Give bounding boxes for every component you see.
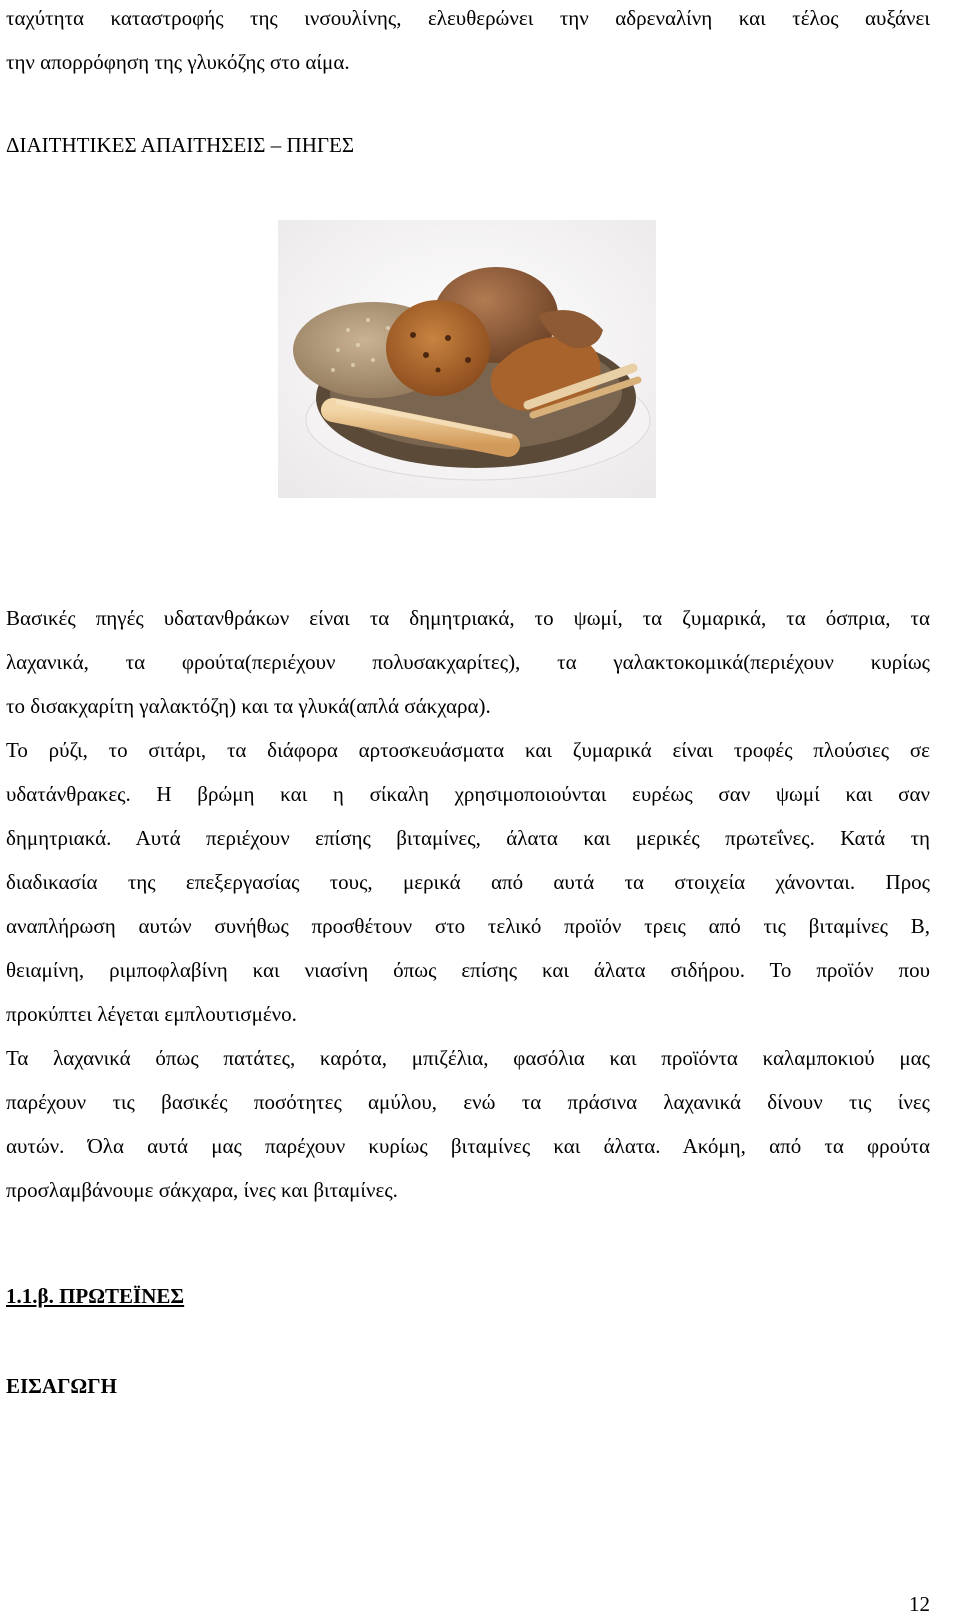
bread-basket-image [278,220,656,498]
paragraph2-line-6: θειαμίνη, ριμποφλαβίνη και νιασίνη όπως επίσης και άλατα σιδήρου. Το προϊόν που [6,958,930,982]
page-number: 12 [909,1592,930,1616]
paragraph1-line-1: Βασικές πηγές υδατανθράκων είναι τα δημητριακά, το ψωμί, τα ζυμαρικά, τα όσπρια, τα [6,606,930,630]
paragraph1-line-3: το δισακχαρίτη γαλακτόζη) και τα γλυκά(απλά σάκχαρα). [6,694,491,718]
intro-heading: ΕΙΣΑΓΩΓΗ [6,1374,117,1398]
section-heading: ΔΙΑΙΤΗΤΙΚΕΣ ΑΠΑΙΤΗΣΕΙΣ – ΠΗΓΕΣ [6,133,355,157]
paragraph1-line-2: λαχανικά, τα φρούτα(περιέχουν πολυσακχαρίτες), τα γαλακτοκομικά(περιέχουν κυρίως [6,650,930,674]
paragraph3-line-3: αυτών. Όλα αυτά μας παρέχουν κυρίως βιταμίνες και άλατα. Ακόμη, από τα φρούτα [6,1134,930,1158]
paragraph3-line-4: προσλαμβάνουμε σάκχαρα, ίνες και βιταμίνες. [6,1178,398,1202]
subsection-heading: 1.1.β. ΠΡΩΤΕΪΝΕΣ [6,1284,185,1308]
intro-line-1: ταχύτητα καταστροφής της ινσουλίνης, ελευθερώνει την αδρεναλίνη και τέλος αυξάνει [6,6,930,30]
paragraph2-line-5: αναπλήρωση αυτών συνήθως προσθέτουν στο τελικό προϊόν τρεις από τις βιταμίνες Β, [6,914,930,938]
paragraph2-line-4: διαδικασία της επεξεργασίας τους, μερικά από αυτά τα στοιχεία χάνονται. Προς [6,870,930,894]
paragraph2-line-7: προκύπτει λέγεται εμπλουτισμένο. [6,1002,297,1026]
paragraph2-line-1: Το ρύζι, το σιτάρι, τα διάφορα αρτοσκευάσματα και ζυμαρικά είναι τροφές πλούσιες σε [6,738,930,762]
paragraph3-line-2: παρέχουν τις βασικές ποσότητες αμύλου, ενώ τα πράσινα λαχανικά δίνουν τις ίνες [6,1090,930,1114]
paragraph3-line-1: Τα λαχανικά όπως πατάτες, καρότα, μπιζέλια, φασόλια και προϊόντα καλαμποκιού μας [6,1046,930,1070]
paragraph2-line-3: δημητριακά. Αυτά περιέχουν επίσης βιταμίνες, άλατα και μερικές πρωτεΐνες. Κατά τη [6,826,930,850]
intro-line-2: την απορρόφηση της γλυκόζης στο αίμα. [6,50,350,74]
round-roll [386,300,490,396]
paragraph2-line-2: υδατάνθρακες. Η βρώμη και η σίκαλη χρησιμοποιούνται ευρέως σαν ψωμί και σαν [6,782,930,806]
